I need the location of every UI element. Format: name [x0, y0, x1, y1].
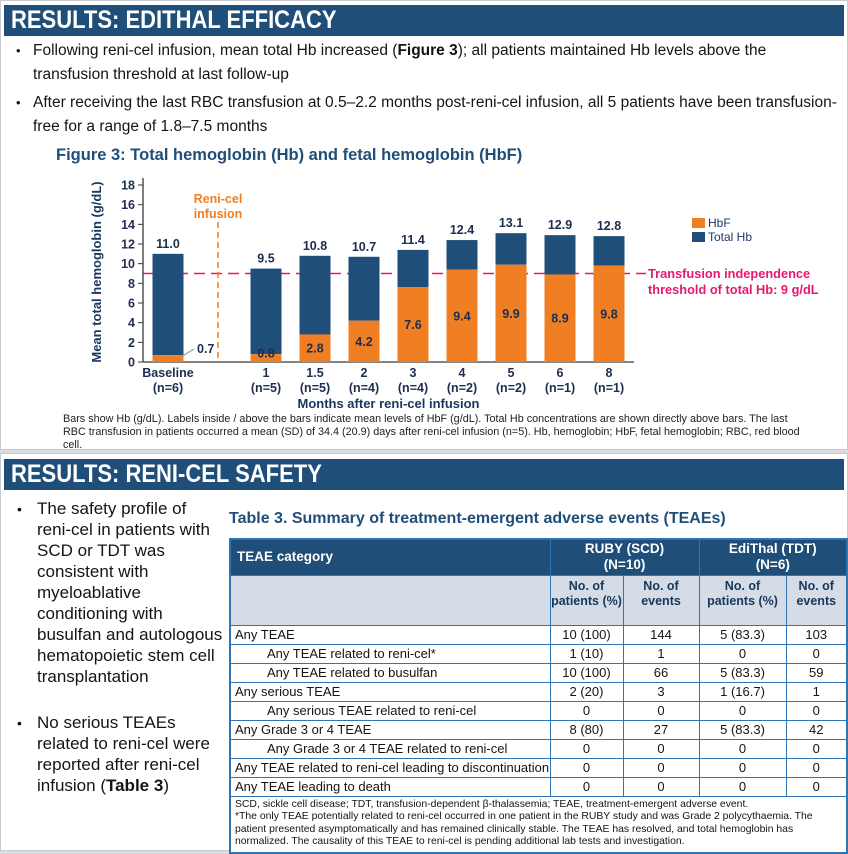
- cell-value: 1 (10): [550, 644, 623, 663]
- y-tick-label: 4: [128, 316, 135, 331]
- safety-section-title: RESULTS: RENI-CEL SAFETY: [11, 460, 322, 488]
- category-label: Baseline: [142, 366, 194, 380]
- row-label: Any serious TEAE: [230, 682, 550, 701]
- teae-table-body: [230, 625, 847, 796]
- category-label: 3: [409, 366, 417, 380]
- cell-value: 5 (83.3): [699, 720, 786, 739]
- col-header-teae-category: TEAE category: [230, 539, 550, 575]
- y-tick-label: 14: [121, 217, 135, 232]
- hbf-value-label: 9.4: [453, 309, 471, 324]
- hbf-leader-line: [183, 349, 195, 356]
- group-header-ruby-label: RUBY (SCD): [584, 541, 665, 557]
- figure-title: Figure 3: Total hemoglobin (Hb) and fetal hemoglobin (HbF): [56, 146, 523, 164]
- cell-value: 0: [550, 701, 623, 720]
- bar-total-hb: [300, 256, 331, 335]
- figure-caption: Bars show Hb (g/dL). Labels inside / above the bars indicate mean levels of HbF (g/dL). Total Hb concentrations are shown directly above bars. The last RBC transfusion in patients occurred a mean (SD) of 34.4 (20.9) days after reni-cel infusion (n=5). Hb, hemoglobin; HbF, fetal hemoglobin; RBC, red blood cell.: [63, 413, 800, 451]
- table-row: [230, 663, 847, 682]
- cell-value: 5 (83.3): [699, 625, 786, 644]
- hbf-value-label: 9.8: [600, 307, 618, 322]
- x-axis-title: Months after reni-cel infusion: [297, 396, 480, 410]
- legend-label: Total Hb: [708, 230, 753, 244]
- row-label: Any Grade 3 or 4 TEAE related to reni-cel: [230, 739, 550, 758]
- bar-total-hb: [251, 269, 282, 355]
- y-tick-label: 16: [121, 198, 135, 213]
- table-row: [230, 758, 847, 777]
- category-label: 2: [360, 366, 368, 380]
- cell-value: 1: [786, 682, 847, 701]
- total-hb-value-label: 12.9: [547, 218, 573, 233]
- category-label: 1.5: [306, 366, 324, 380]
- table-row: [230, 739, 847, 758]
- table-sub-header-row: [230, 575, 847, 625]
- category-n-label: (n=4): [397, 381, 429, 395]
- threshold-label: Transfusion independence: [648, 266, 811, 281]
- cell-value: 0: [623, 777, 699, 796]
- hbf-value-label: 7.6: [404, 318, 422, 333]
- efficacy-header-bar: [4, 5, 844, 36]
- cell-value: 66: [623, 663, 699, 682]
- group-header-ruby: [550, 539, 699, 575]
- y-axis-title: Mean total hemoglobin (g/dL): [89, 181, 104, 363]
- group-header-ruby-n: (N=10): [603, 557, 646, 573]
- cell-value: 0: [699, 644, 786, 663]
- y-tick-label: 2: [128, 335, 135, 350]
- row-label: Any TEAE related to reni-cel*: [230, 644, 550, 663]
- row-label: Any TEAE leading to death: [230, 777, 550, 796]
- cell-value: 59: [786, 663, 847, 682]
- total-hb-value-label: 10.8: [302, 238, 328, 253]
- category-n-label: (n=2): [495, 381, 527, 395]
- y-tick-label: 10: [121, 257, 135, 272]
- category-label: 8: [605, 366, 613, 380]
- category-n-label: (n=6): [152, 381, 184, 395]
- hbf-value-label: 8.9: [551, 311, 569, 326]
- bar-hbf: [153, 355, 184, 362]
- safety-bullet-list: [13, 498, 223, 821]
- category-n-label: (n=2): [446, 381, 478, 395]
- group-header-edithal-n: (N=6): [755, 557, 790, 573]
- cell-value: 5 (83.3): [699, 663, 786, 682]
- cell-value: 0: [786, 739, 847, 758]
- category-label: 4: [458, 366, 466, 380]
- efficacy-bullet-1: • Following reni-cel infusion, mean total Hb increased (Figure 3); all patients maintained Hb levels above the transfusion threshold at last follow-up: [13, 39, 841, 87]
- row-label: Any TEAE: [230, 625, 550, 644]
- table-row: [230, 625, 847, 644]
- table-row: [230, 720, 847, 739]
- cell-value: 42: [786, 720, 847, 739]
- cell-value: 0: [699, 739, 786, 758]
- total-hb-value-label: 13.1: [498, 216, 524, 231]
- hbf-value-label: 9.9: [502, 306, 520, 321]
- cell-value: 3: [623, 682, 699, 701]
- bar-total-hb: [153, 254, 184, 355]
- bar-total-hb: [398, 250, 429, 287]
- total-hb-value-label: 10.7: [351, 239, 377, 254]
- y-tick-label: 18: [121, 178, 135, 193]
- table-footnote-line: *The only TEAE potentially related to reni-cel occurred in one patient in the RUBY study and was Grade 2 polycythaemia. The patient presented asymptomatically and has remained clinically stable. The TEAE has resolved, and total hemoglobin has normalized. The causality of this TEAE to reni-cel is pending additional lab tests and investigation.: [235, 811, 813, 848]
- cell-value: 103: [786, 625, 847, 644]
- category-n-label: (n=5): [299, 381, 331, 395]
- table-row: [230, 644, 847, 663]
- cell-value: 0: [786, 701, 847, 720]
- cell-value: 0: [786, 644, 847, 663]
- y-tick-label: 8: [128, 276, 135, 291]
- legend-label: HbF: [708, 216, 731, 230]
- cell-value: 27: [623, 720, 699, 739]
- cell-value: 10 (100): [550, 625, 623, 644]
- cell-value: 0: [623, 758, 699, 777]
- category-n-label: (n=1): [544, 381, 576, 395]
- infusion-label: Reni-cel: [193, 192, 243, 206]
- category-label: 6: [556, 366, 564, 380]
- legend-swatch: [692, 232, 705, 242]
- category-label: 1: [262, 366, 270, 380]
- cell-value: 10 (100): [550, 663, 623, 682]
- category-n-label: (n=1): [593, 381, 625, 395]
- table-footnotes: [230, 796, 847, 853]
- row-label: Any TEAE related to busulfan: [230, 663, 550, 682]
- cell-value: 0: [699, 758, 786, 777]
- y-tick-label: 0: [128, 355, 135, 370]
- infusion-label: infusion: [193, 207, 243, 221]
- cell-value: 144: [623, 625, 699, 644]
- cell-value: 2 (20): [550, 682, 623, 701]
- cell-value: 0: [550, 739, 623, 758]
- hb-stacked-bar-chart: [56, 172, 846, 410]
- sub-header-edithal-patients: No. of patients (%): [699, 575, 786, 625]
- row-label: Any serious TEAE related to reni-cel: [230, 701, 550, 720]
- hbf-value-label: 4.2: [355, 334, 373, 349]
- table-row: [230, 701, 847, 720]
- cell-value: 0: [786, 777, 847, 796]
- bar-total-hb: [349, 257, 380, 321]
- hbf-value-label: 0.8: [257, 346, 275, 361]
- cell-value: 1 (16.7): [699, 682, 786, 701]
- cell-value: 8 (80): [550, 720, 623, 739]
- category-n-label: (n=4): [348, 381, 380, 395]
- bar-total-hb: [594, 236, 625, 266]
- bar-total-hb: [545, 235, 576, 274]
- table-row: [230, 682, 847, 701]
- safety-section-panel: [0, 453, 848, 851]
- y-tick-label: 6: [128, 296, 135, 311]
- sub-header-ruby-patients: No. of patients (%): [550, 575, 623, 625]
- group-header-edithal: [699, 539, 847, 575]
- row-label: Any TEAE related to reni-cel leading to discontinuation: [230, 758, 550, 777]
- bar-total-hb: [447, 240, 478, 269]
- teae-table: [229, 538, 848, 854]
- cell-value: 0: [699, 777, 786, 796]
- cell-value: 1: [623, 644, 699, 663]
- y-tick-label: 12: [121, 237, 135, 252]
- table-row: [230, 777, 847, 796]
- sub-header-empty: [230, 575, 550, 625]
- safety-bullet-1: • The safety profile of reni-cel in patients with SCD or TDT was consistent with myeloablative conditioning with busulfan and autologous hematopoietic stem cell transplantation: [13, 498, 223, 687]
- efficacy-bullet-2: • After receiving the last RBC transfusion at 0.5–2.2 months post-reni-cel infusion, all 5 patients have been transfusion-free for a range of 1.8–7.5 months: [13, 91, 841, 139]
- safety-bullet-2: • No serious TEAEs related to reni-cel were reported after reni-cel infusion (Table 3): [13, 712, 223, 796]
- sub-header-edithal-events: No. of events: [786, 575, 847, 625]
- total-hb-value-label: 9.5: [257, 251, 275, 266]
- total-hb-value-label: 12.8: [596, 219, 622, 234]
- cell-value: 0: [786, 758, 847, 777]
- bar-total-hb: [496, 233, 527, 264]
- cell-value: 0: [699, 701, 786, 720]
- sub-header-ruby-events: No. of events: [623, 575, 699, 625]
- category-label: 5: [507, 366, 515, 380]
- total-hb-value-label: 11.0: [156, 236, 180, 251]
- total-hb-value-label: 11.4: [401, 232, 425, 247]
- cell-value: 0: [550, 777, 623, 796]
- cell-value: 0: [550, 758, 623, 777]
- efficacy-bullet-list: [13, 39, 841, 143]
- category-n-label: (n=5): [250, 381, 282, 395]
- total-hb-value-label: 12.4: [449, 223, 475, 238]
- threshold-label: threshold of total Hb: 9 g/dL: [648, 282, 819, 297]
- efficacy-section-title: RESULTS: EDITHAL EFFICACY: [11, 6, 337, 34]
- table-footnote-row: [230, 796, 847, 853]
- cell-value: 0: [623, 739, 699, 758]
- hbf-value-label: 2.8: [306, 341, 324, 356]
- table-group-header-row: [230, 539, 847, 575]
- group-header-edithal-label: EdiThal (TDT): [728, 541, 817, 557]
- cell-value: 0: [623, 701, 699, 720]
- table-footnote-line: SCD, sickle cell disease; TDT, transfusion-dependent β-thalassemia; TEAE, treatment-emergent adverse event.: [235, 798, 749, 810]
- row-label: Any Grade 3 or 4 TEAE: [230, 720, 550, 739]
- hbf-value-label: 0.7: [197, 342, 215, 356]
- table-title: Table 3. Summary of treatment-emergent adverse events (TEAEs): [229, 510, 726, 527]
- safety-header-bar: [4, 459, 844, 490]
- legend-swatch: [692, 218, 705, 228]
